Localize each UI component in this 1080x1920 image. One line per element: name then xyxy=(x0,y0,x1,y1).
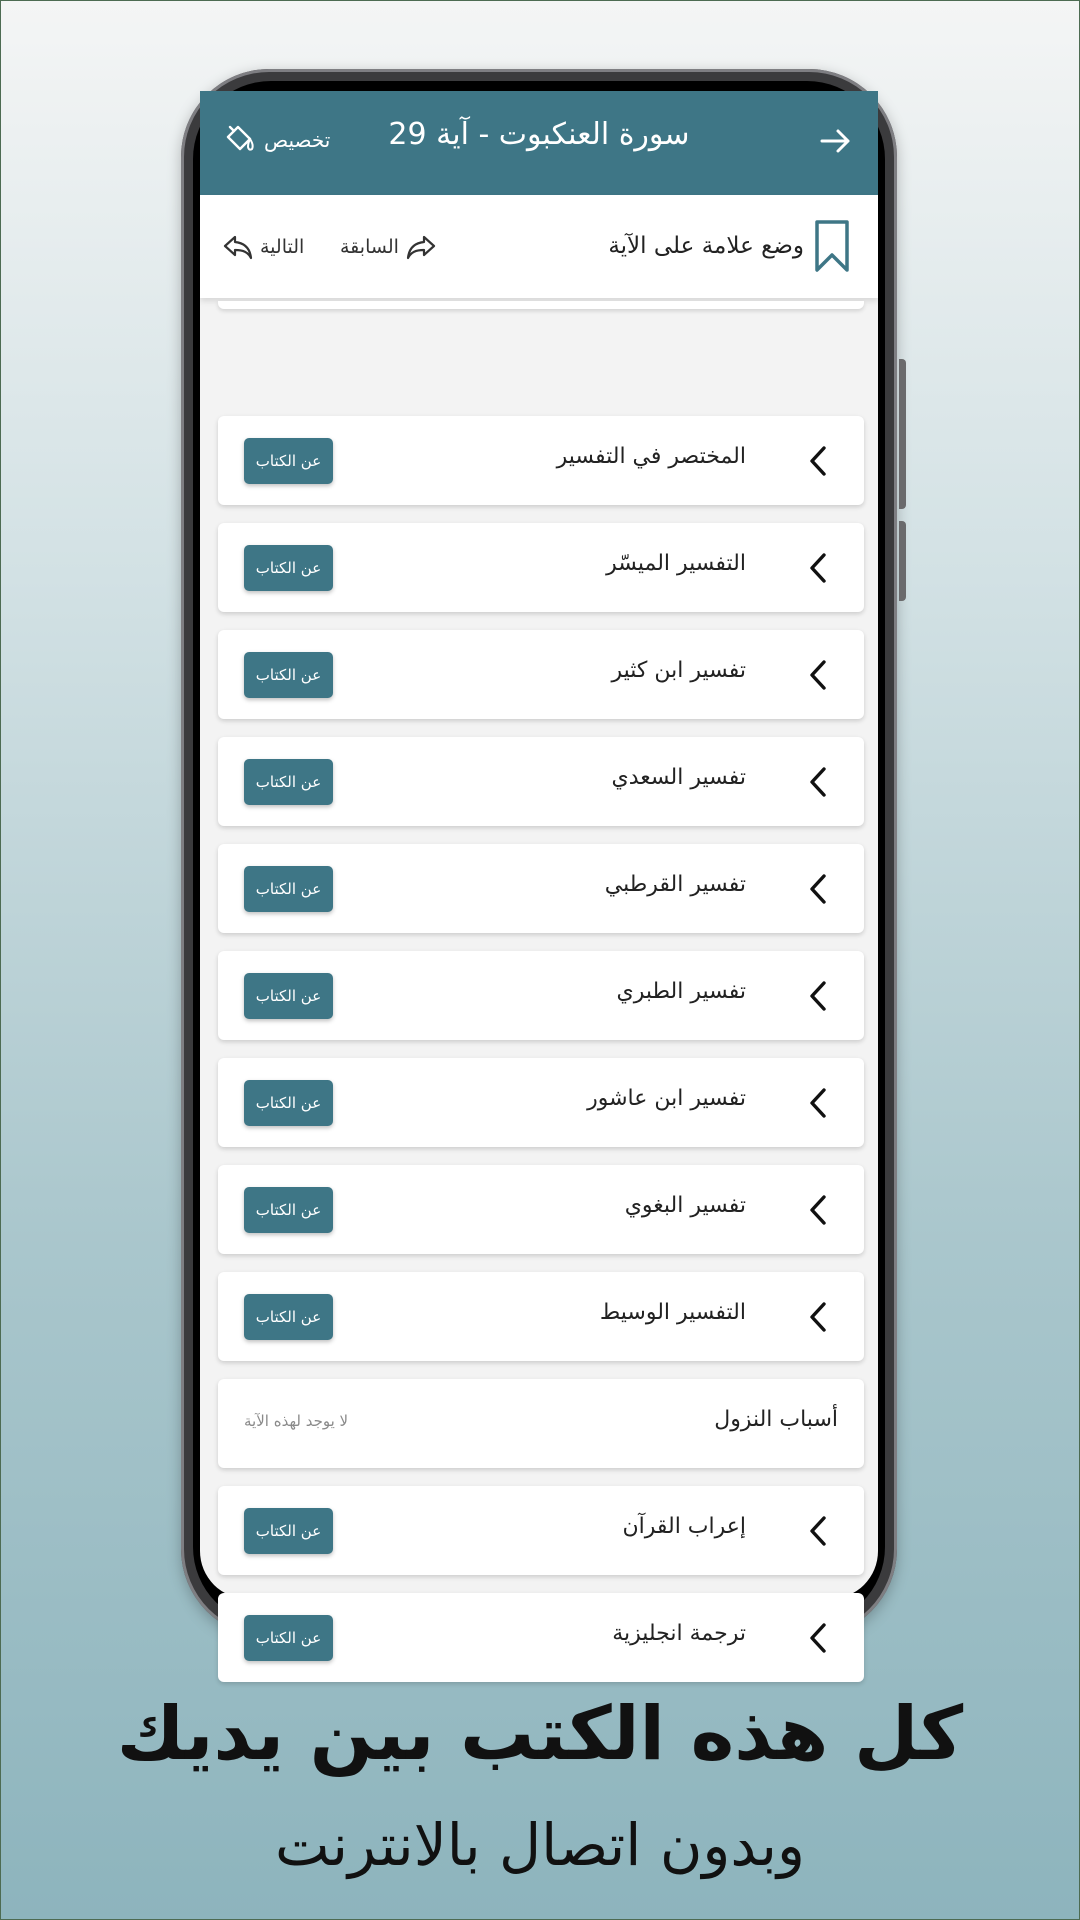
book-title: المختصر في التفسير xyxy=(556,444,746,469)
chevron-left-icon xyxy=(804,979,834,1013)
book-title: التفسير الميسّر xyxy=(606,551,746,576)
app-screen xyxy=(200,91,878,1647)
list-item[interactable] xyxy=(218,951,864,1040)
unavailable-note: لا يوجد لهذه الآية xyxy=(244,1412,349,1430)
chevron-left-icon xyxy=(804,1193,834,1227)
chevron-left-icon xyxy=(804,765,834,799)
book-title: تفسير البغوي xyxy=(624,1193,746,1218)
list-item[interactable] xyxy=(218,1272,864,1361)
book-title: تفسير ابن كثير xyxy=(611,658,746,683)
asbab-nuzul-item xyxy=(218,1379,864,1468)
book-title: ترجمة انجليزية xyxy=(612,1621,746,1646)
list-item[interactable] xyxy=(218,737,864,826)
about-book-button[interactable]: عن الكتاب xyxy=(244,759,333,805)
list-item[interactable] xyxy=(218,1486,864,1575)
chevron-left-icon xyxy=(804,1621,834,1655)
book-title: تفسير القرطبي xyxy=(604,872,746,897)
list-item[interactable] xyxy=(218,1165,864,1254)
about-book-button[interactable]: عن الكتاب xyxy=(244,866,333,912)
previous-verse-button[interactable] xyxy=(340,231,437,263)
share-forward-icon xyxy=(405,231,437,263)
book-title: التفسير الوسيط xyxy=(599,1300,746,1325)
bookmark-label: وضع علامة على الآية xyxy=(608,233,804,259)
about-book-button[interactable]: عن الكتاب xyxy=(244,545,333,591)
volume-button xyxy=(899,359,906,509)
about-book-button[interactable]: عن الكتاب xyxy=(244,973,333,1019)
chevron-left-icon xyxy=(804,1086,834,1120)
list-item[interactable] xyxy=(218,416,864,505)
next-verse-button[interactable] xyxy=(222,231,304,263)
customize-label: تخصيص xyxy=(264,128,331,152)
about-book-button[interactable]: عن الكتاب xyxy=(244,1080,333,1126)
list-item[interactable] xyxy=(218,1058,864,1147)
list-card-edge xyxy=(218,301,864,309)
about-book-button[interactable]: عن الكتاب xyxy=(244,652,333,698)
bookmark-icon xyxy=(814,219,850,273)
book-title: إعراب القرآن xyxy=(622,1514,746,1539)
list-item[interactable] xyxy=(218,523,864,612)
about-book-button[interactable]: عن الكتاب xyxy=(244,1187,333,1233)
about-book-button[interactable]: عن الكتاب xyxy=(244,1294,333,1340)
list-item[interactable] xyxy=(218,630,864,719)
verse-toolbar xyxy=(200,195,878,298)
customize-button[interactable] xyxy=(224,123,330,157)
chevron-left-icon xyxy=(804,658,834,692)
chevron-left-icon xyxy=(804,872,834,906)
previous-label: السابقة xyxy=(340,236,399,258)
book-title: تفسير الطبري xyxy=(616,979,746,1004)
about-book-button[interactable]: عن الكتاب xyxy=(244,1508,333,1554)
book-title: تفسير السعدي xyxy=(611,765,746,790)
list-item[interactable] xyxy=(218,844,864,933)
next-label: التالية xyxy=(260,236,305,258)
promo-headline: كل هذه الكتب بين يديك xyxy=(116,1691,964,1777)
paint-bucket-icon xyxy=(224,123,256,157)
about-book-button[interactable]: عن الكتاب xyxy=(244,438,333,484)
app-header xyxy=(200,91,878,195)
chevron-left-icon xyxy=(804,1300,834,1334)
reply-back-icon xyxy=(222,231,254,263)
page-title: سورة العنكبوت - آية 29 xyxy=(388,117,690,152)
book-title: أسباب النزول xyxy=(714,1407,838,1432)
chevron-left-icon xyxy=(804,444,834,478)
promo-subheadline: وبدون اتصال بالانترنت xyxy=(274,1811,806,1879)
chevron-left-icon xyxy=(804,1514,834,1548)
list-item[interactable] xyxy=(218,1593,864,1682)
power-button xyxy=(899,521,906,601)
bookmark-button[interactable] xyxy=(608,219,850,273)
tafsir-list xyxy=(218,301,864,1647)
book-title: تفسير ابن عاشور xyxy=(587,1086,746,1111)
about-book-button[interactable]: عن الكتاب xyxy=(244,1615,333,1661)
chevron-left-icon xyxy=(804,551,834,585)
